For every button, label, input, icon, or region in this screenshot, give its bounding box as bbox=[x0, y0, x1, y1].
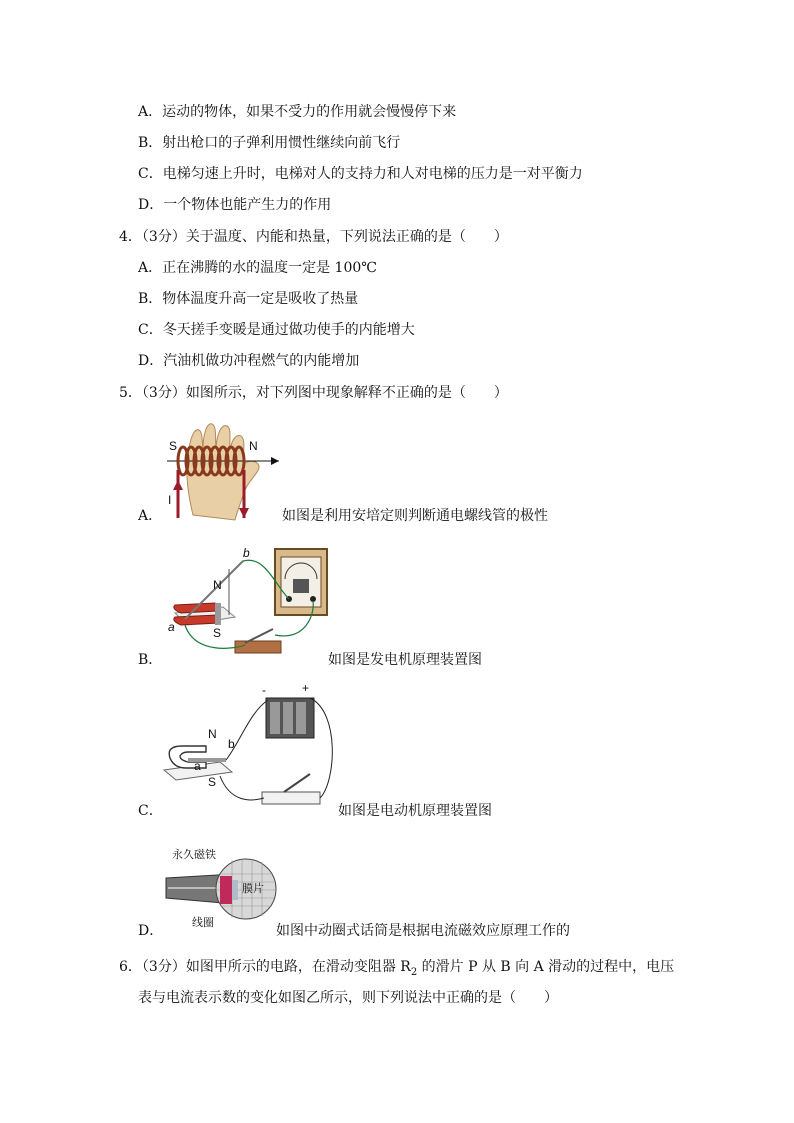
fig-a-label-n: N bbox=[249, 439, 258, 453]
q3-option-c: C．电梯匀速上升时，电梯对人的支持力和人对电梯的压力是一对平衡力 bbox=[138, 166, 583, 182]
fig-b-label-a: a bbox=[168, 620, 175, 634]
fig-b-label-b: b bbox=[243, 546, 250, 560]
q5-option-c-letter: C． bbox=[138, 803, 163, 819]
fig-d-label-diaphragm: 膜片 bbox=[242, 882, 264, 895]
q5-option-d-letter: D． bbox=[138, 923, 164, 939]
q3-option-d: D．一个物体也能产生力的作用 bbox=[138, 197, 332, 213]
solenoid-hand-figure bbox=[165, 420, 285, 522]
q6-stem-line-2: 表与电流表示数的变化如图乙所示，则下列说法中正确的是（ ） bbox=[138, 990, 558, 1006]
fig-b-label-s: S bbox=[213, 626, 222, 640]
fig-a-label-s: S bbox=[169, 439, 178, 453]
fig-c-label-a: a bbox=[194, 759, 201, 773]
fig-a-label-i: I bbox=[168, 493, 172, 507]
q4-option-c: C．冬天搓手变暖是通过做功使手的内能增大 bbox=[138, 322, 415, 338]
fig-c-label-minus: - bbox=[262, 683, 266, 697]
q6-stem-line-1-pre: 6．（3分）如图甲所示的电路，在滑动变阻器 R bbox=[119, 959, 411, 975]
generator-figure bbox=[165, 545, 335, 667]
q3-option-a: A．运动的物体，如果不受力的作用就会慢慢停下来 bbox=[138, 104, 457, 120]
microphone-figure bbox=[162, 838, 280, 934]
q5-stem: 5．（3分）如图所示，对下列图中现象解释不正确的是（ ） bbox=[119, 385, 508, 401]
fig-d-label-coil: 线圈 bbox=[192, 916, 214, 929]
q5-option-b-caption: 如图是发电机原理装置图 bbox=[328, 652, 482, 668]
fig-c-label-b: b bbox=[228, 737, 235, 751]
q5-option-a-letter: A． bbox=[138, 508, 163, 524]
q4-stem: 4．（3分）关于温度、内能和热量，下列说法正确的是（ ） bbox=[119, 229, 508, 245]
q6-stem-line-1 bbox=[119, 957, 674, 983]
fig-c-label-plus: + bbox=[302, 682, 310, 695]
q6-stem-line-1-post: 的滑片 P 从 B 向 A 滑动的过程中，电压 bbox=[417, 959, 675, 975]
fig-c-label-s: S bbox=[208, 775, 217, 789]
fig-d-label-magnet: 永久磁铁 bbox=[172, 848, 216, 861]
q3-option-b: B．射出枪口的子弹利用惯性继续向前飞行 bbox=[138, 135, 401, 151]
q6-stem-subscript: 2 bbox=[410, 966, 418, 978]
q5-option-d-caption: 如图中动圈式话筒是根据电流磁效应原理工作的 bbox=[276, 923, 570, 939]
fig-c-label-n: N bbox=[208, 727, 217, 741]
q4-option-b: B．物体温度升高一定是吸收了热量 bbox=[138, 291, 359, 307]
motor-figure bbox=[160, 682, 340, 816]
q5-option-b-letter: B． bbox=[138, 652, 163, 668]
q5-option-a-caption: 如图是利用安培定则判断通电螺线管的极性 bbox=[282, 508, 548, 524]
q4-option-a: A．正在沸腾的水的温度一定是 100℃ bbox=[138, 260, 377, 276]
q5-option-c-caption: 如图是电动机原理装置图 bbox=[338, 803, 492, 819]
fig-b-label-n: N bbox=[213, 578, 222, 592]
q4-option-d: D．汽油机做功冲程燃气的内能增加 bbox=[138, 353, 360, 369]
